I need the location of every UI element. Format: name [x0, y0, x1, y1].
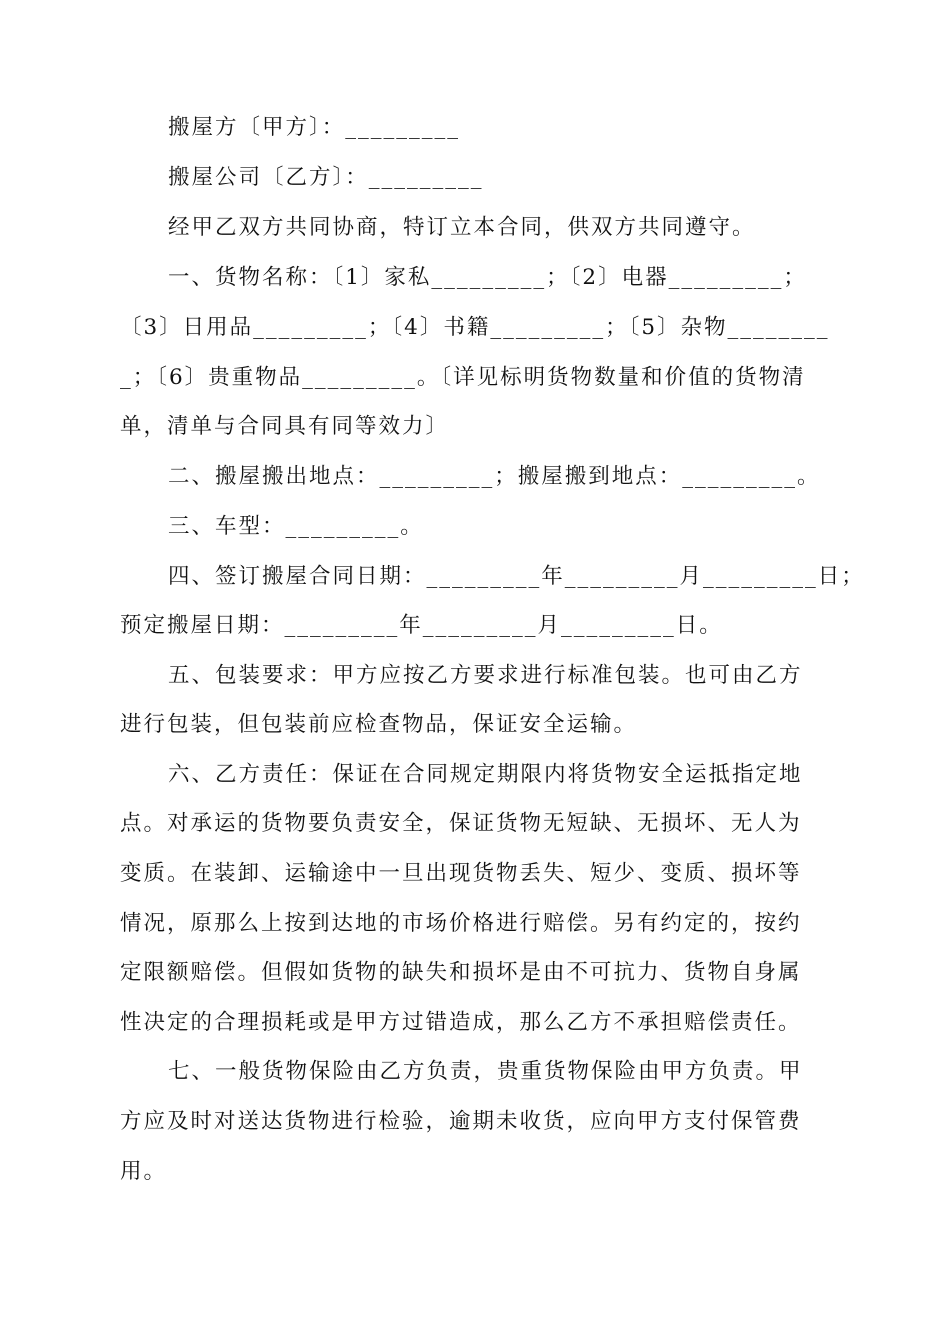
- address-line: 二、搬屋搬出地点：_________；搬屋搬到地点：_________。: [168, 464, 821, 489]
- insurance-line-2: 方应及时对送达货物进行检验，逾期未收货，应向甲方支付保管费: [120, 1109, 802, 1134]
- goods-name-line-2: 〔3〕日用品_________；〔4〕书籍_________；〔5〕杂物________: [120, 315, 830, 340]
- goods-name-line-4: 单，清单与合同具有同等效力〕: [120, 414, 450, 439]
- goods-name-line-1: 一、货物名称：〔1〕家私_________；〔2〕电器_________；: [168, 265, 807, 290]
- packaging-line-1: 五、包装要求：甲方应按乙方要求进行标准包装。也可由乙方: [168, 663, 803, 688]
- vehicle-type-line: 三、车型：_________。: [168, 514, 424, 539]
- responsibility-line-1: 六、乙方责任：保证在合同规定期限内将货物安全运抵指定地: [168, 762, 803, 787]
- party-b-line: 搬屋公司〔乙方〕：_________: [168, 165, 484, 190]
- insurance-line-3: 用。: [120, 1159, 168, 1184]
- packaging-line-2: 进行包装，但包装前应检查物品，保证安全运输。: [120, 712, 638, 737]
- responsibility-line-6: 性决定的合理损耗或是甲方过错造成，那么乙方不承担赔偿责任。: [120, 1010, 802, 1035]
- insurance-line-1: 七、一般货物保险由乙方负责，贵重货物保险由甲方负责。甲: [168, 1059, 803, 1084]
- responsibility-line-2: 点。对承运的货物要负责安全，保证货物无短缺、无损坏、无人为: [120, 811, 802, 836]
- goods-name-line-3: _；〔6〕贵重物品_________。〔详见标明货物数量和价值的货物清: [120, 365, 806, 390]
- move-date-line: 预定搬屋日期：_________年_________月_________日。: [120, 613, 723, 638]
- preamble-line: 经甲乙双方共同协商，特订立本合同，供双方共同遵守。: [168, 215, 756, 240]
- sign-date-line: 四、签订搬屋合同日期：_________年_________月_________日；: [168, 564, 865, 589]
- responsibility-line-4: 情况，原那么上按到达地的市场价格进行赔偿。另有约定的，按约: [120, 911, 802, 936]
- responsibility-line-3: 变质。在装卸、运输途中一旦出现货物丢失、短少、变质、损坏等: [120, 861, 802, 886]
- party-a-line: 搬屋方〔甲方〕：_________: [168, 115, 461, 140]
- responsibility-line-5: 定限额赔偿。但假如货物的缺失和损坏是由不可抗力、货物自身属: [120, 960, 802, 985]
